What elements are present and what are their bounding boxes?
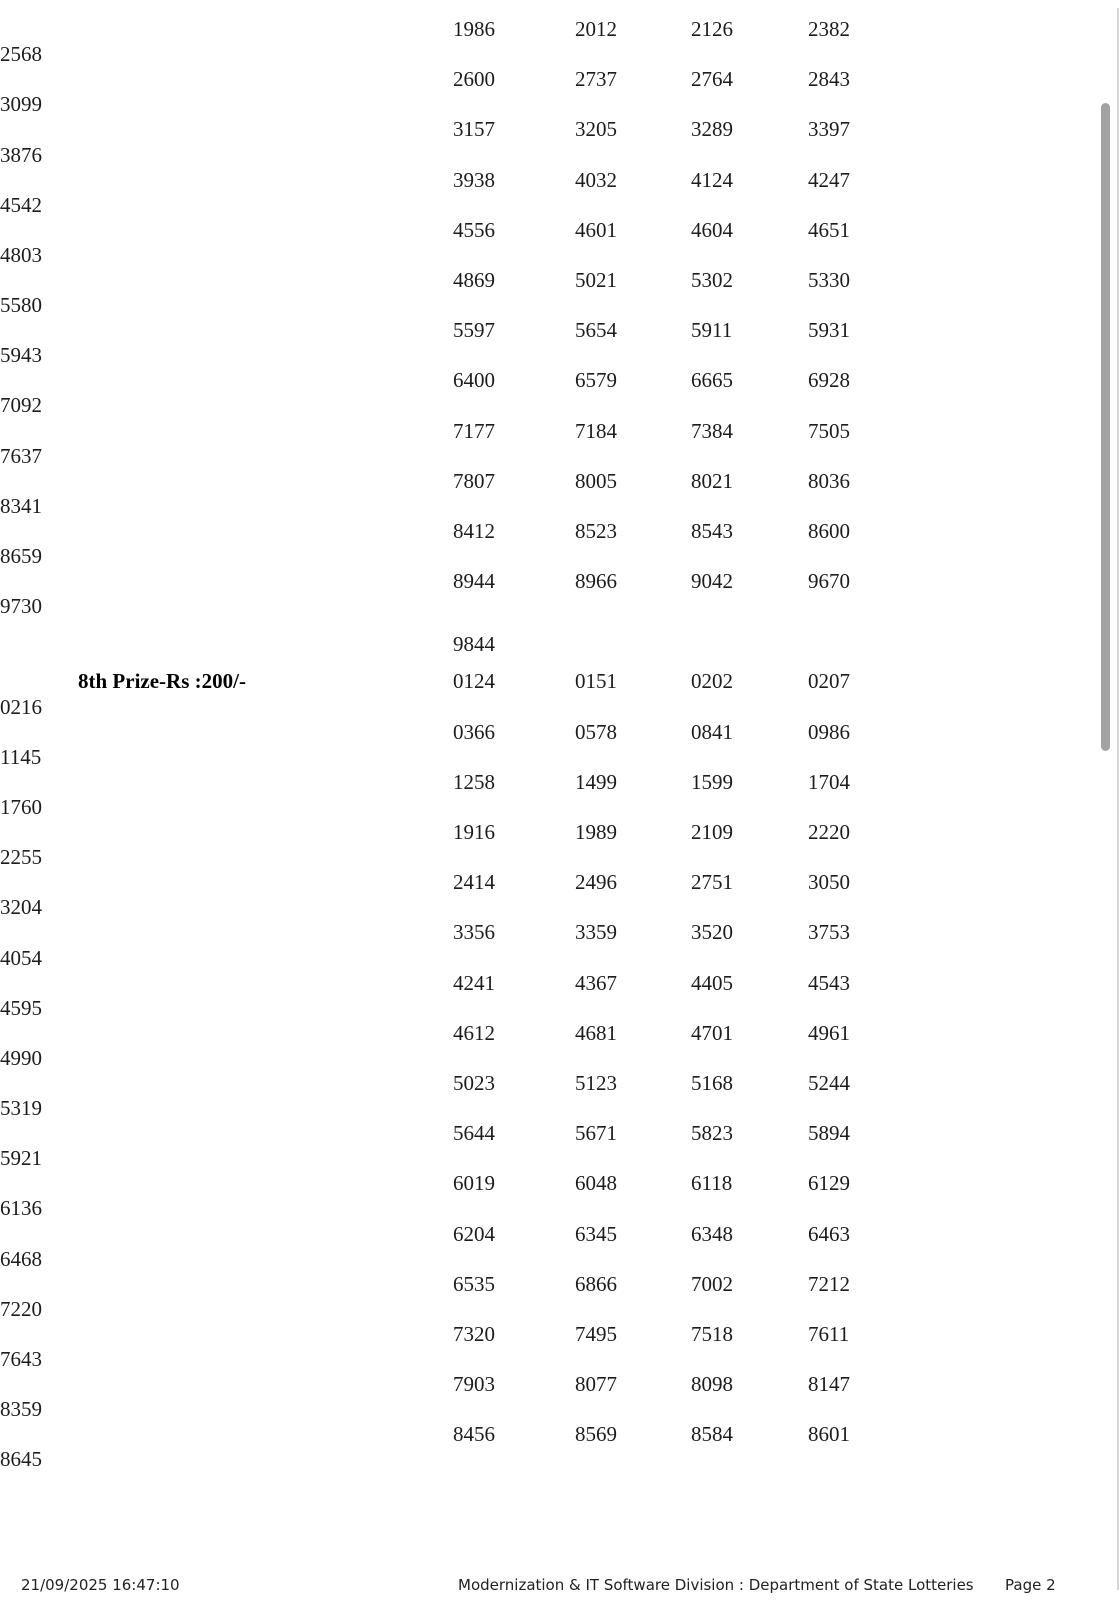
- prize-number: 4803: [0, 242, 42, 267]
- prize-number: 5580: [0, 293, 42, 318]
- prize-number: 7320: [453, 1321, 495, 1346]
- prize-number: 5911: [691, 318, 733, 343]
- prize-number: 2382: [808, 17, 850, 42]
- prize-number: 4701: [691, 1020, 733, 1045]
- prize-number: 3205: [575, 117, 617, 142]
- number-row: [0, 1121, 1080, 1171]
- prize-number: 8341: [0, 493, 42, 518]
- prize-number: 8645: [0, 1447, 42, 1472]
- prize-number: 7002: [691, 1271, 733, 1296]
- prize-number: 7637: [0, 443, 42, 468]
- number-row: [0, 619, 1080, 669]
- prize-number: 7212: [808, 1271, 850, 1296]
- prize-number: 6136: [0, 1196, 42, 1221]
- prize-number: 6345: [575, 1221, 617, 1246]
- prize-number: 3099: [0, 92, 42, 117]
- prize-number: 2764: [691, 67, 733, 92]
- prize-number: 5894: [808, 1121, 850, 1146]
- number-row: [0, 1021, 1080, 1071]
- prize-number: 8584: [691, 1422, 733, 1447]
- prize-number: 1989: [575, 820, 617, 845]
- prize-number: 4961: [808, 1020, 850, 1045]
- prize-number: 3753: [808, 920, 850, 945]
- prize-number: 4601: [575, 217, 617, 242]
- number-row: [0, 368, 1080, 418]
- prize-number: 5244: [808, 1070, 850, 1095]
- prize-number: 9844: [453, 631, 495, 656]
- prize-number: 2220: [808, 820, 850, 845]
- number-row: [0, 770, 1080, 820]
- prize-number: 9670: [808, 569, 850, 594]
- prize-number: 4032: [575, 167, 617, 192]
- prize-number: 7807: [453, 468, 495, 493]
- prize-number: 5330: [808, 267, 850, 292]
- prize-number: 4869: [453, 267, 495, 292]
- prize-number: 2126: [691, 17, 733, 42]
- prize-number: 6204: [453, 1221, 495, 1246]
- prize-number: 4543: [808, 970, 850, 995]
- prize-number: 4241: [453, 970, 495, 995]
- prize-number: 9042: [691, 569, 733, 594]
- prize-number: 8966: [575, 569, 617, 594]
- prize-number: 2012: [575, 17, 617, 42]
- prize-number: 4054: [0, 945, 42, 970]
- prize-number: 4681: [575, 1020, 617, 1045]
- number-row: [0, 469, 1080, 519]
- prize-number: 3876: [0, 142, 42, 167]
- prize-number: 6129: [808, 1171, 850, 1196]
- prize-number: 8077: [575, 1372, 617, 1397]
- prize-number: 2255: [0, 845, 42, 870]
- prize-number: 6928: [808, 368, 850, 393]
- prize-number: 5671: [575, 1121, 617, 1146]
- number-row: [0, 1422, 1080, 1472]
- number-row: [0, 971, 1080, 1021]
- prize-number: 6535: [453, 1271, 495, 1296]
- prize-number: 6665: [691, 368, 733, 393]
- prize-number: 4367: [575, 970, 617, 995]
- prize-number: 3289: [691, 117, 733, 142]
- prize-number: 0578: [575, 719, 617, 744]
- prize-number: 3938: [453, 167, 495, 192]
- number-row: [0, 569, 1080, 619]
- prize-number: 8147: [808, 1372, 850, 1397]
- prize-number: 4612: [453, 1020, 495, 1045]
- prize-number: 5921: [0, 1146, 42, 1171]
- prize-number: 8412: [453, 518, 495, 543]
- prize-number: 3050: [808, 870, 850, 895]
- number-row: [0, 268, 1080, 318]
- prize-number: 7384: [691, 418, 733, 443]
- prize-number: 7643: [0, 1347, 42, 1372]
- prize-number: 1704: [808, 769, 850, 794]
- number-row: [0, 669, 1080, 719]
- prize-number: 8600: [808, 518, 850, 543]
- prize-number: 1599: [691, 769, 733, 794]
- prize-number: 3356: [453, 920, 495, 945]
- prize-number: 3397: [808, 117, 850, 142]
- prize-number: 7495: [575, 1321, 617, 1346]
- prize-number: 7177: [453, 418, 495, 443]
- prize-number: 2568: [0, 42, 42, 67]
- prize-number: 8601: [808, 1422, 850, 1447]
- scroll-track-border: [1117, 8, 1119, 1590]
- prize-number: 5931: [808, 318, 850, 343]
- prize-number: 1986: [453, 17, 495, 42]
- number-row: [0, 419, 1080, 469]
- prize-label: 8th Prize-Rs :200/-: [78, 669, 246, 694]
- prize-number: 1145: [0, 744, 42, 769]
- number-row: [0, 1272, 1080, 1322]
- number-row: [0, 1322, 1080, 1372]
- prize-number: 1760: [0, 794, 42, 819]
- prize-number: 5302: [691, 267, 733, 292]
- prize-number: 0202: [691, 669, 733, 694]
- number-row: [0, 1372, 1080, 1422]
- number-row: [0, 720, 1080, 770]
- prize-number: 4604: [691, 217, 733, 242]
- prize-number: 7220: [0, 1296, 42, 1321]
- prize-number: 3157: [453, 117, 495, 142]
- prize-number: 0986: [808, 719, 850, 744]
- number-row: [0, 168, 1080, 218]
- prize-number: 8098: [691, 1372, 733, 1397]
- prize-number: 0207: [808, 669, 850, 694]
- prize-number: 6463: [808, 1221, 850, 1246]
- number-row: [0, 318, 1080, 368]
- prize-number: 3204: [0, 895, 42, 920]
- prize-number: 0841: [691, 719, 733, 744]
- prize-number: 5644: [453, 1121, 495, 1146]
- number-row: [0, 870, 1080, 920]
- prize-number: 2600: [453, 67, 495, 92]
- prize-number: 5597: [453, 318, 495, 343]
- prize-number: 6348: [691, 1221, 733, 1246]
- prize-number: 0216: [0, 694, 42, 719]
- prize-number: 8036: [808, 468, 850, 493]
- prize-number: 2751: [691, 870, 733, 895]
- number-row: [0, 519, 1080, 569]
- prize-number: 1499: [575, 769, 617, 794]
- prize-number: 5168: [691, 1070, 733, 1095]
- prize-number: 4247: [808, 167, 850, 192]
- number-row: [0, 820, 1080, 870]
- number-row: [0, 218, 1080, 268]
- number-row: [0, 1222, 1080, 1272]
- prize-number: 6400: [453, 368, 495, 393]
- prize-number: 5123: [575, 1070, 617, 1095]
- prize-number: 7903: [453, 1372, 495, 1397]
- number-row: [0, 1071, 1080, 1121]
- prize-number: 5319: [0, 1096, 42, 1121]
- prize-number: 4990: [0, 1045, 42, 1070]
- prize-number: 2109: [691, 820, 733, 845]
- number-row: [0, 17, 1080, 67]
- prize-number: 8543: [691, 518, 733, 543]
- prize-number: 4124: [691, 167, 733, 192]
- prize-number: 4542: [0, 192, 42, 217]
- scrollbar-thumb[interactable]: [1101, 103, 1110, 751]
- number-row: [0, 117, 1080, 167]
- prize-number: 5823: [691, 1121, 733, 1146]
- prize-number: 2414: [453, 870, 495, 895]
- prize-number: 4595: [0, 995, 42, 1020]
- prize-number: 8456: [453, 1422, 495, 1447]
- prize-number: 4651: [808, 217, 850, 242]
- prize-number: 6118: [691, 1171, 733, 1196]
- prize-number: 8021: [691, 468, 733, 493]
- prize-number: 7505: [808, 418, 850, 443]
- prize-number: 0366: [453, 719, 495, 744]
- prize-number: 9730: [0, 594, 42, 619]
- prize-number: 5943: [0, 343, 42, 368]
- prize-number: 8359: [0, 1397, 42, 1422]
- prize-number: 4405: [691, 970, 733, 995]
- prize-number: 6048: [575, 1171, 617, 1196]
- page-footer: [0, 1576, 1120, 1598]
- number-row: [0, 920, 1080, 970]
- prize-number: 1916: [453, 820, 495, 845]
- prize-number: 6866: [575, 1271, 617, 1296]
- footer-page-number: Page 2: [1005, 1576, 1056, 1594]
- prize-number: 7184: [575, 418, 617, 443]
- prize-number: 8659: [0, 544, 42, 569]
- results-table: [0, 17, 1080, 1472]
- prize-number: 5021: [575, 267, 617, 292]
- prize-number: 2843: [808, 67, 850, 92]
- prize-number: 8523: [575, 518, 617, 543]
- prize-number: 7092: [0, 393, 42, 418]
- prize-number: 2496: [575, 870, 617, 895]
- footer-datetime: 21/09/2025 16:47:10: [21, 1576, 180, 1594]
- prize-number: 3520: [691, 920, 733, 945]
- prize-number: 4556: [453, 217, 495, 242]
- prize-number: 6579: [575, 368, 617, 393]
- prize-number: 0151: [575, 669, 617, 694]
- prize-number: 1258: [453, 769, 495, 794]
- prize-number: 2737: [575, 67, 617, 92]
- prize-number: 8005: [575, 468, 617, 493]
- prize-number: 5023: [453, 1070, 495, 1095]
- prize-number: 8569: [575, 1422, 617, 1447]
- prize-number: 6019: [453, 1171, 495, 1196]
- prize-number: 7611: [808, 1321, 850, 1346]
- footer-division-title: Modernization & IT Software Division : Department of State Lotteries: [458, 1576, 974, 1594]
- prize-number: 5654: [575, 318, 617, 343]
- number-row: [0, 1171, 1080, 1221]
- prize-number: 0124: [453, 669, 495, 694]
- prize-number: 8944: [453, 569, 495, 594]
- prize-number: 7518: [691, 1321, 733, 1346]
- prize-number: 6468: [0, 1246, 42, 1271]
- number-row: [0, 67, 1080, 117]
- prize-number: 3359: [575, 920, 617, 945]
